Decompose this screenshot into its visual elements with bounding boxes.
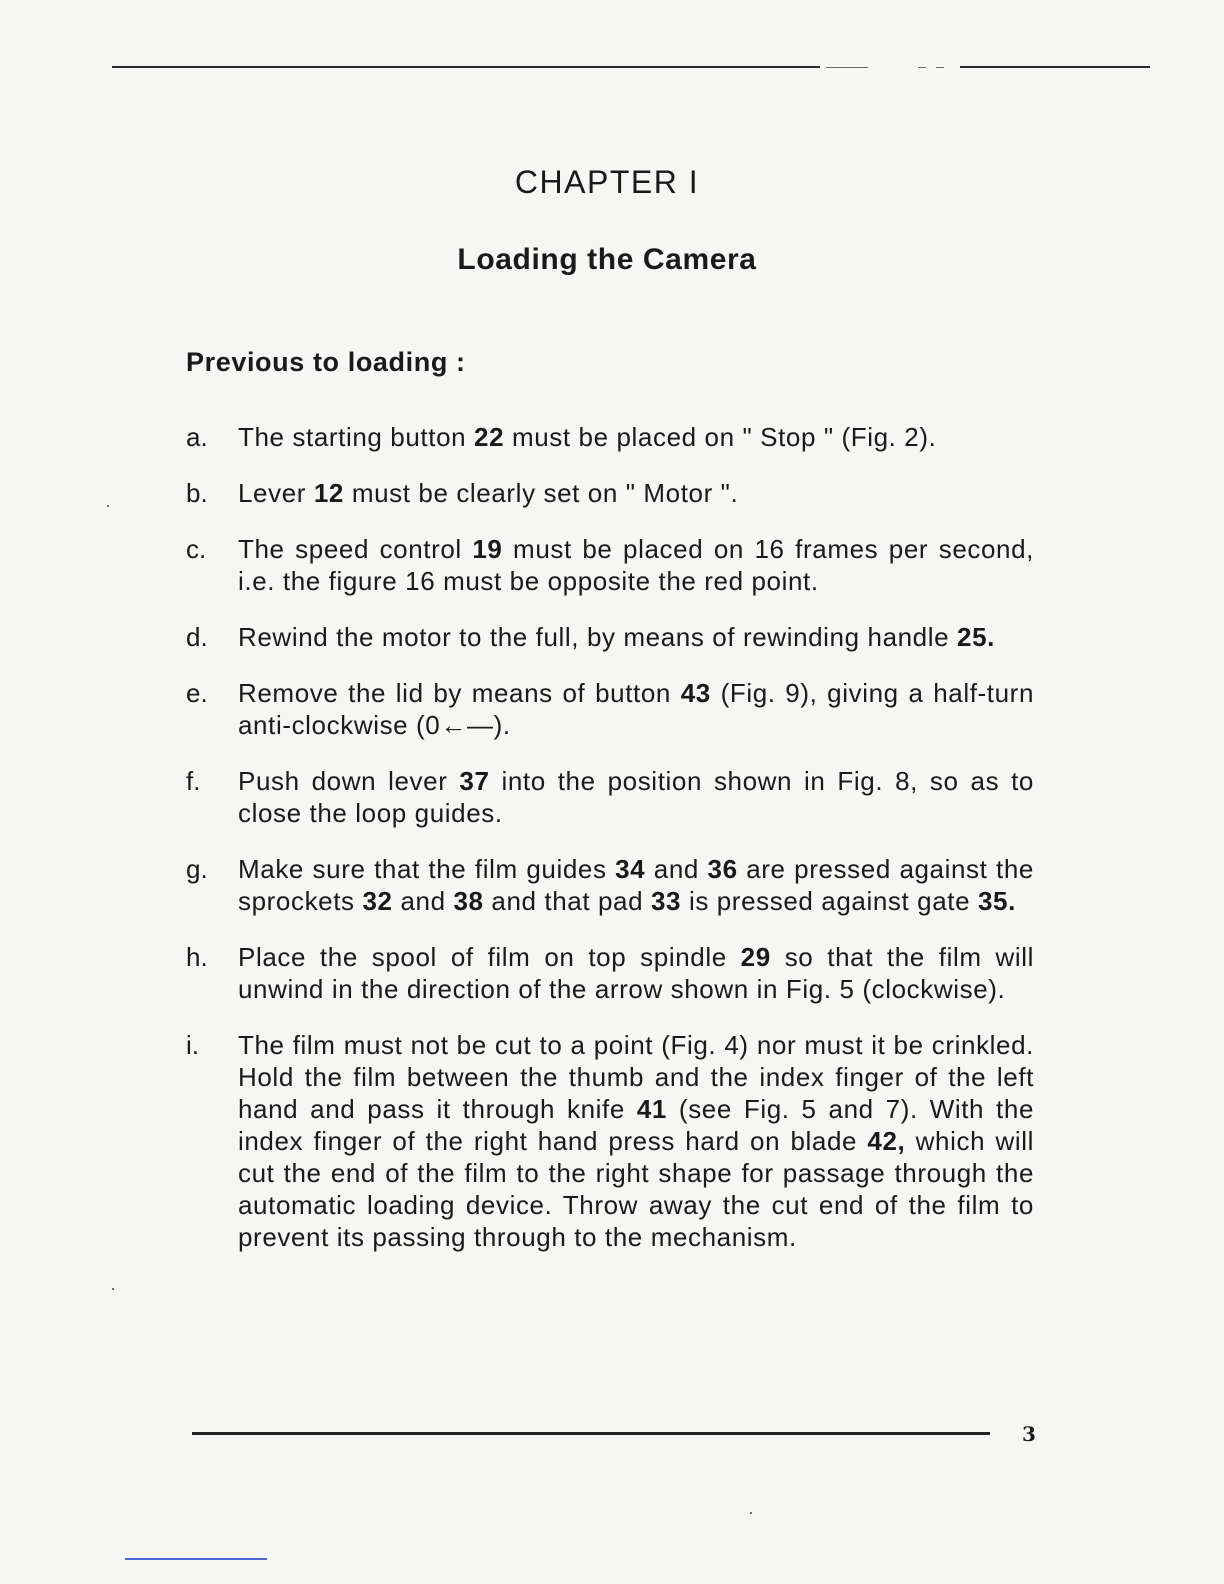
- list-item-marker: c.: [186, 534, 207, 564]
- part-reference-number: 22: [474, 422, 505, 452]
- part-reference-number: 12: [313, 478, 344, 508]
- part-reference-number: 25.: [957, 622, 995, 652]
- list-item-marker: a.: [186, 422, 208, 452]
- part-reference-number: 37: [459, 766, 490, 796]
- text-segment: The starting button: [238, 422, 475, 452]
- list-item: [186, 421, 1034, 453]
- blue-rule: [125, 1558, 267, 1560]
- list-item-marker: i.: [186, 1030, 199, 1060]
- top-rule-dash: [826, 67, 868, 68]
- list-item: [186, 853, 1034, 917]
- list-item: [186, 533, 1034, 597]
- chapter-heading: CHAPTER I: [514, 164, 700, 200]
- text-segment: so that the film will unwind in the direction of the arrow shown in Fig. 5 (clockwise).: [238, 942, 1034, 1004]
- list-item-text: [238, 853, 1034, 917]
- part-reference-number: 38: [453, 886, 484, 916]
- list-item-text: [238, 1029, 1034, 1253]
- part-reference-number: 34: [615, 854, 646, 884]
- text-segment: Push down lever: [238, 766, 460, 796]
- text-segment: and: [392, 886, 454, 916]
- part-reference-number: 41: [636, 1094, 667, 1124]
- list-item-marker: f.: [186, 766, 201, 796]
- list-item-text: [238, 477, 1034, 509]
- list-item-marker: h.: [186, 942, 208, 972]
- list-item-text: [238, 677, 1034, 741]
- text-segment: The film must not be cut to a point (Fig. 4) nor must it be crinkled. Hold the film between the thumb and the index finger of the left hand and pass it through knife: [238, 1030, 1034, 1124]
- part-reference-number: 32: [362, 886, 393, 916]
- text-segment: are pressed against the sprockets: [238, 854, 1034, 916]
- text-segment: must be placed on " Stop " (Fig. 2).: [504, 422, 937, 452]
- list-item: [186, 621, 1034, 653]
- part-reference-number: 42,: [867, 1126, 906, 1156]
- speck: [107, 505, 109, 507]
- text-segment: Lever: [238, 478, 314, 508]
- page-title: Loading the Camera: [457, 243, 757, 276]
- text-segment: and that pad: [483, 886, 651, 916]
- top-rule-dash: [918, 67, 926, 68]
- list-item: [186, 477, 1034, 509]
- list-item-marker: g.: [186, 854, 208, 884]
- list-item-marker: d.: [186, 622, 208, 652]
- text-segment: into the position shown in Fig. 8, so as to close the loop guides.: [238, 766, 1034, 828]
- text-segment: (Fig. 9), giving a half-turn anti-clockwise (0←—).: [238, 678, 1035, 740]
- part-reference-number: 43: [680, 678, 711, 708]
- speck: [750, 1512, 752, 1514]
- section-heading: Previous to loading :: [186, 347, 466, 377]
- list-item-marker: b.: [186, 478, 208, 508]
- text-segment: and: [645, 854, 708, 884]
- top-rule-dash: [936, 67, 944, 68]
- list-item-text: [238, 765, 1034, 829]
- text-segment: Rewind the motor to the full, by means of rewinding handle: [238, 622, 958, 652]
- text-segment: The speed control: [238, 534, 473, 564]
- page-number: 3: [1022, 1422, 1036, 1446]
- list-item-text: [238, 621, 1034, 653]
- speck: [112, 1288, 114, 1290]
- bottom-rule: [192, 1432, 990, 1435]
- part-reference-number: 29: [740, 942, 771, 972]
- list-item-text: [238, 941, 1034, 1005]
- text-segment: must be placed on 16 frames per second, i.e. the figure 16 must be opposite the red point.: [238, 534, 1035, 596]
- part-reference-number: 36: [707, 854, 738, 884]
- part-reference-number: 35.: [977, 886, 1016, 916]
- list-item-text: [238, 421, 1034, 453]
- text-segment: (see Fig. 5 and 7). With the index finger of the right hand press hard on blade: [238, 1094, 1035, 1156]
- list-item: [186, 765, 1034, 829]
- list-item: [186, 677, 1034, 741]
- list-item-text: [238, 533, 1034, 597]
- instruction-list: [186, 421, 1034, 1277]
- part-reference-number: 33: [651, 886, 682, 916]
- text-segment: Place the spool of film on top spindle: [238, 942, 741, 972]
- top-rule: [112, 66, 1150, 68]
- text-segment: Remove the lid by means of button: [238, 678, 681, 708]
- list-item: [186, 1029, 1034, 1253]
- text-segment: which will cut the end of the film to the right shape for passage through the automatic loading device. Throw away the cut end of the film to prevent its passing through to the mechanism.: [238, 1126, 1034, 1252]
- text-segment: is pressed against gate: [681, 886, 978, 916]
- list-item-marker: e.: [186, 678, 208, 708]
- part-reference-number: 19: [472, 534, 503, 564]
- text-segment: must be clearly set on " Motor ".: [344, 478, 739, 508]
- text-segment: Make sure that the film guides: [238, 854, 616, 884]
- list-item: [186, 941, 1034, 1005]
